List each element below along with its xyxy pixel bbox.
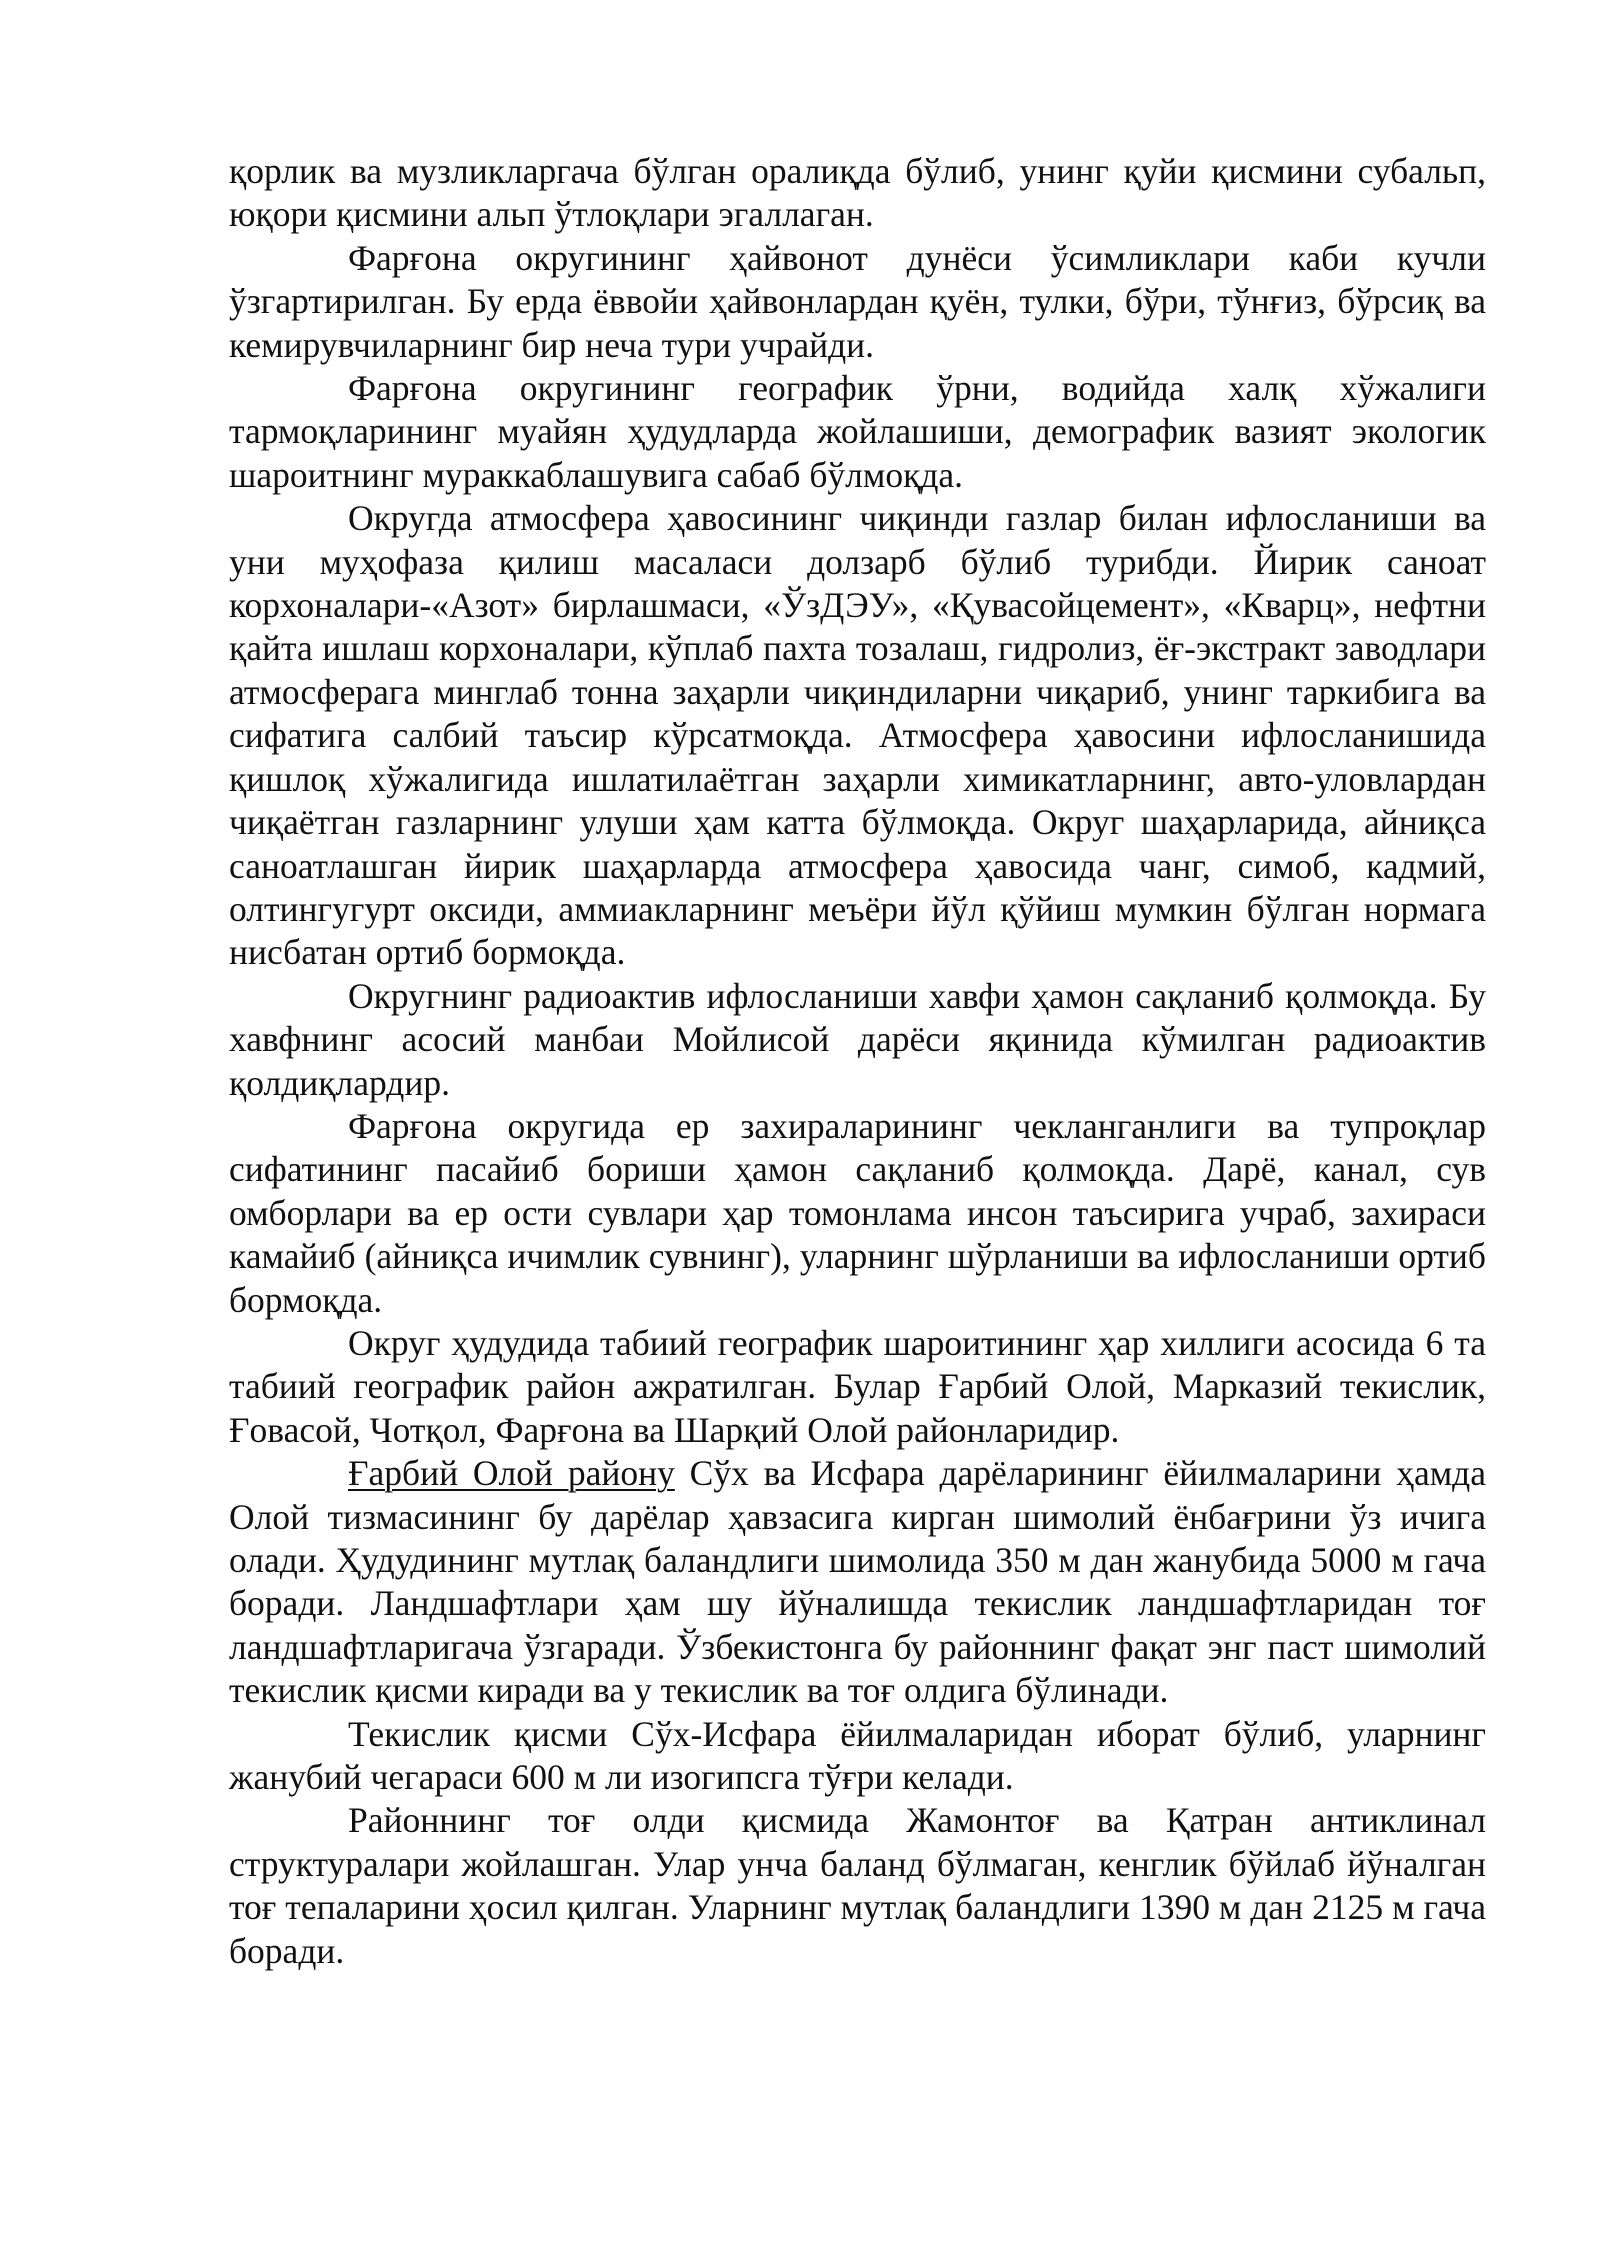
paragraph-text: қорлик ва музликларгача бўлган оралиқда бўлиб, унинг қуйи қисмини субальп, юқори қисмини альп ўтлоқлари эгаллаган.: [229, 151, 1486, 235]
paragraph-text: Фарғона округида ер захираларининг чекланганлиги ва тупроқлар сифатининг пасайиб бориши ҳамон сақланиб қолмоқда. Дарё, канал, сув омборлари ва ер ости сувлари ҳар томонлама инсон таъсирига учраб, захираси камайиб (айниқса ичимлик сувнинг), уларнинг шўрланиши ва ифлосланиши ортиб бормоқда.: [229, 1105, 1486, 1320]
paragraph-regions: [229, 1322, 1486, 1452]
section-heading-underlined: Ғарбий Олой району: [348, 1453, 675, 1494]
paragraph-text: Районнинг тоғ олди қисмида Жамонтоғ ва Қатран антиклинал структуралари жойлашган. Улар унча баланд бўлмаган, кенглик бўйлаб йўналган тоғ тепаларини ҳосил қилган. Уларнинг мутлақ баландлиги 1390 м дан 2125 м гача боради.: [229, 1800, 1486, 1971]
paragraph-foothills: [229, 1799, 1486, 1973]
paragraph-plain: [229, 1713, 1486, 1800]
paragraph-text: Округ ҳудудида табиий географик шароитининг ҳар хиллиги асосида 6 та табиий географик район ажратилган. Булар Ғарбий Олой, Марказий текислик, Ғовасой, Чотқол, Фарғона ва Шарқий Олой районларидир.: [229, 1322, 1486, 1450]
paragraph-air-pollution: [229, 497, 1486, 974]
paragraph-geographic-position: [229, 367, 1486, 497]
paragraph-text: Сўх ва Исфара дарёларининг ёйилмаларини ҳамда Олой тизмасининг бу дарёлар ҳавзасига кирган шимолий ёнбағрини ўз ичига олади. Ҳудудининг мутлақ баландлиги шимолида 350 м дан жанубида 5000 м гача боради. Ландшафтлари ҳам шу йўналишда текислик ландшафтларидан тоғ ландшафтларигача ўзгаради. Ўзбекистонга бу районнинг фақат энг паст шимолий текислик қисми киради ва у текислик ва тоғ олдига бўлинади.: [229, 1453, 1486, 1711]
paragraph-text: Округнинг радиоактив ифлосланиши хавфи ҳамон сақланиб қолмоқда. Бу хавфнинг асосий манбаи Мойлисой дарёси яқинида кўмилган радиоактив қолдиқлардир.: [229, 975, 1486, 1103]
paragraph-text: Текислик қисми Сўх-Исфара ёйилмаларидан иборат бўлиб, уларнинг жанубий чегараси 600 м ли изогипсга тўғри келади.: [229, 1713, 1486, 1798]
paragraph-continuation: [229, 150, 1486, 237]
paragraph-radioactive: [229, 975, 1486, 1105]
paragraph-land-water: [229, 1105, 1486, 1322]
paragraph-fauna: [229, 237, 1486, 367]
paragraph-western-alay: [229, 1452, 1486, 1712]
document-body: [229, 150, 1486, 1973]
paragraph-text: Округда атмосфера ҳавосининг чиқинди газлар билан ифлосланиши ва уни муҳофаза қилиш масаласи долзарб бўлиб турибди. Йирик саноат корхоналари-«Азот» бирлашмаси, «ЎзДЭУ», «Қувасойцемент», «Кварц», нефтни қайта ишлаш корхоналари, кўплаб пахта тозалаш, гидролиз, ёғ-экстракт заводлари атмосферага минглаб тонна заҳарли чиқиндиларни чиқариб, унинг таркибига ва сифатига салбий таъсир кўрсатмоқда. Атмосфера ҳавосини ифлосланишида қишлоқ хўжалигида ишлатилаётган заҳарли химикатларнинг, авто-уловлардан чиқаётган газларнинг улуши ҳам катта бўлмоқда. Округ шаҳарларида, айниқса саноатлашган йирик шаҳарларда атмосфера ҳавосида чанг, симоб, кадмий, олтингугурт оксиди, аммиакларнинг меъёри йўл қўйиш мумкин бўлган нормага нисбатан ортиб бормоқда.: [229, 498, 1486, 973]
paragraph-text: Фарғона округининг ҳайвонот дунёси ўсимликлари каби кучли ўзгартирилган. Бу ерда ёввойи ҳайвонлардан қуён, тулки, бўри, тўнғиз, бўрсиқ ва кемирувчиларнинг бир неча тури учрайди.: [229, 237, 1486, 365]
paragraph-text: Фарғона округининг географик ўрни, водийда халқ хўжалиги тармоқларининг муайян ҳудудларда жойлашиши, демографик вазият экологик шароитнинг мураккаблашувига сабаб бўлмоқда.: [229, 368, 1486, 495]
